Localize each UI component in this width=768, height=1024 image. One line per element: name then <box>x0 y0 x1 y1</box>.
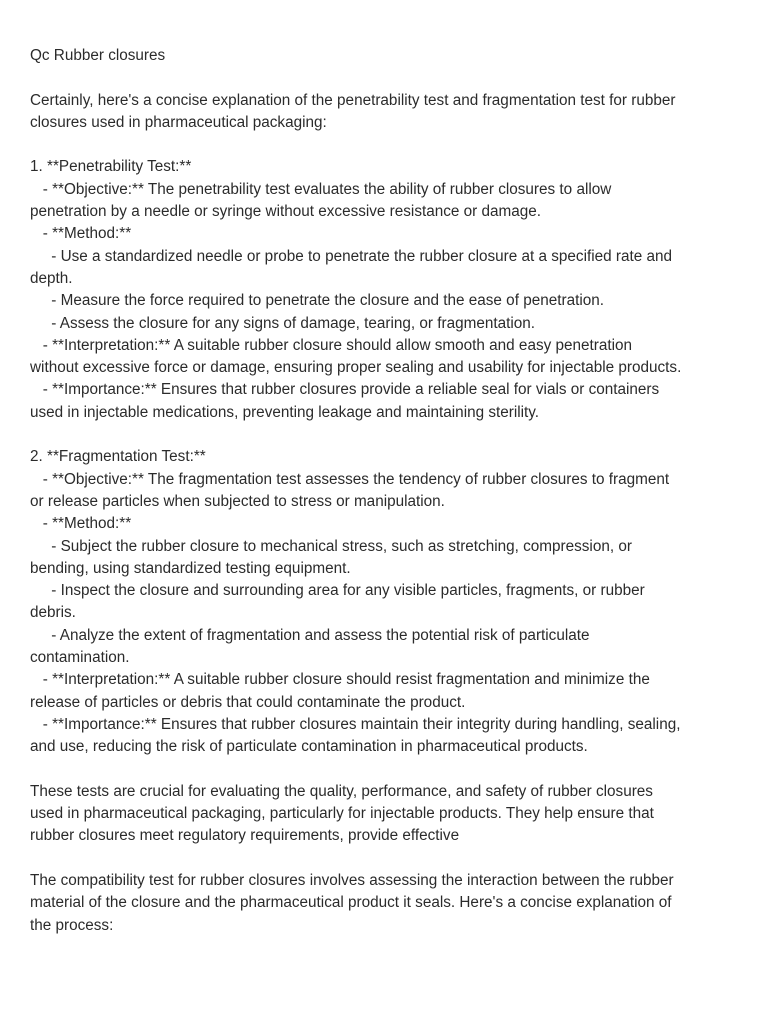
text-line: - Subject the rubber closure to mechanical stress, such as stretching, compression, or <box>30 537 632 555</box>
text-line: Certainly, here's a concise explanation of the penetrability test and fragmentation test for rubber <box>30 91 676 109</box>
text-line: used in pharmaceutical packaging, particularly for injectable products. They help ensure that <box>30 805 654 823</box>
text-line: depth. <box>30 269 73 287</box>
text-line: - **Interpretation:** A suitable rubber closure should allow smooth and easy penetration <box>30 336 633 354</box>
blank-line <box>30 848 748 870</box>
text-line: - **Method:** <box>30 225 132 243</box>
text-line: without excessive force or damage, ensuring proper sealing and usability for injectable products. <box>30 359 682 377</box>
text-line: the process: <box>30 916 114 934</box>
text-line: contamination. <box>30 649 130 667</box>
text-line: used in injectable medications, preventing leakage and maintaining sterility. <box>30 403 540 421</box>
text-line: - Use a standardized needle or probe to penetrate the rubber closure at a specified rate and <box>30 247 673 265</box>
text-line: - **Objective:** The penetrability test evaluates the ability of rubber closures to allow <box>30 180 612 198</box>
blank-line <box>30 759 748 781</box>
text-line: - **Objective:** The fragmentation test assesses the tendency of rubber closures to fragment <box>30 470 670 488</box>
text-line: rubber closures meet regulatory requirements, provide effective <box>30 827 460 845</box>
text-line: - **Method:** <box>30 515 132 533</box>
text-line: - Analyze the extent of fragmentation and assess the potential risk of particulate <box>30 626 590 644</box>
note-title: Qc Rubber closures <box>30 47 166 64</box>
blank-line <box>30 134 748 156</box>
document-body <box>30 45 748 937</box>
text-line: penetration by a needle or syringe without excessive resistance or damage. <box>30 203 542 221</box>
text-line: - **Interpretation:** A suitable rubber closure should resist fragmentation and minimize the <box>30 671 650 689</box>
text-line: release of particles or debris that could contaminate the product. <box>30 693 466 711</box>
text-line: - **Importance:** Ensures that rubber closures maintain their integrity during handling, sealing, <box>30 715 681 733</box>
blank-line <box>30 424 748 446</box>
text-line: These tests are crucial for evaluating the quality, performance, and safety of rubber closures <box>30 782 653 800</box>
text-line: - Assess the closure for any signs of damage, tearing, or fragmentation. <box>30 314 536 332</box>
blank-line <box>30 67 748 89</box>
text-line: debris. <box>30 604 76 622</box>
text-line: 1. **Penetrability Test:** <box>30 158 192 176</box>
text-line: closures used in pharmaceutical packaging: <box>30 113 327 131</box>
text-line: - Inspect the closure and surrounding area for any visible particles, fragments, or rubber <box>30 582 645 600</box>
text-line: - Measure the force required to penetrate the closure and the ease of penetration. <box>30 292 604 310</box>
text-line: The compatibility test for rubber closures involves assessing the interaction between the rubber <box>30 871 674 889</box>
text-line: - **Importance:** Ensures that rubber closures provide a reliable seal for vials or containers <box>30 381 660 399</box>
text-line: and use, reducing the risk of particulate contamination in pharmaceutical products. <box>30 738 588 756</box>
text-line: material of the closure and the pharmaceutical product it seals. Here's a concise explanation of <box>30 894 672 912</box>
text-line: 2. **Fragmentation Test:** <box>30 448 206 466</box>
text-line: bending, using standardized testing equipment. <box>30 559 351 577</box>
text-line: or release particles when subjected to stress or manipulation. <box>30 492 445 510</box>
